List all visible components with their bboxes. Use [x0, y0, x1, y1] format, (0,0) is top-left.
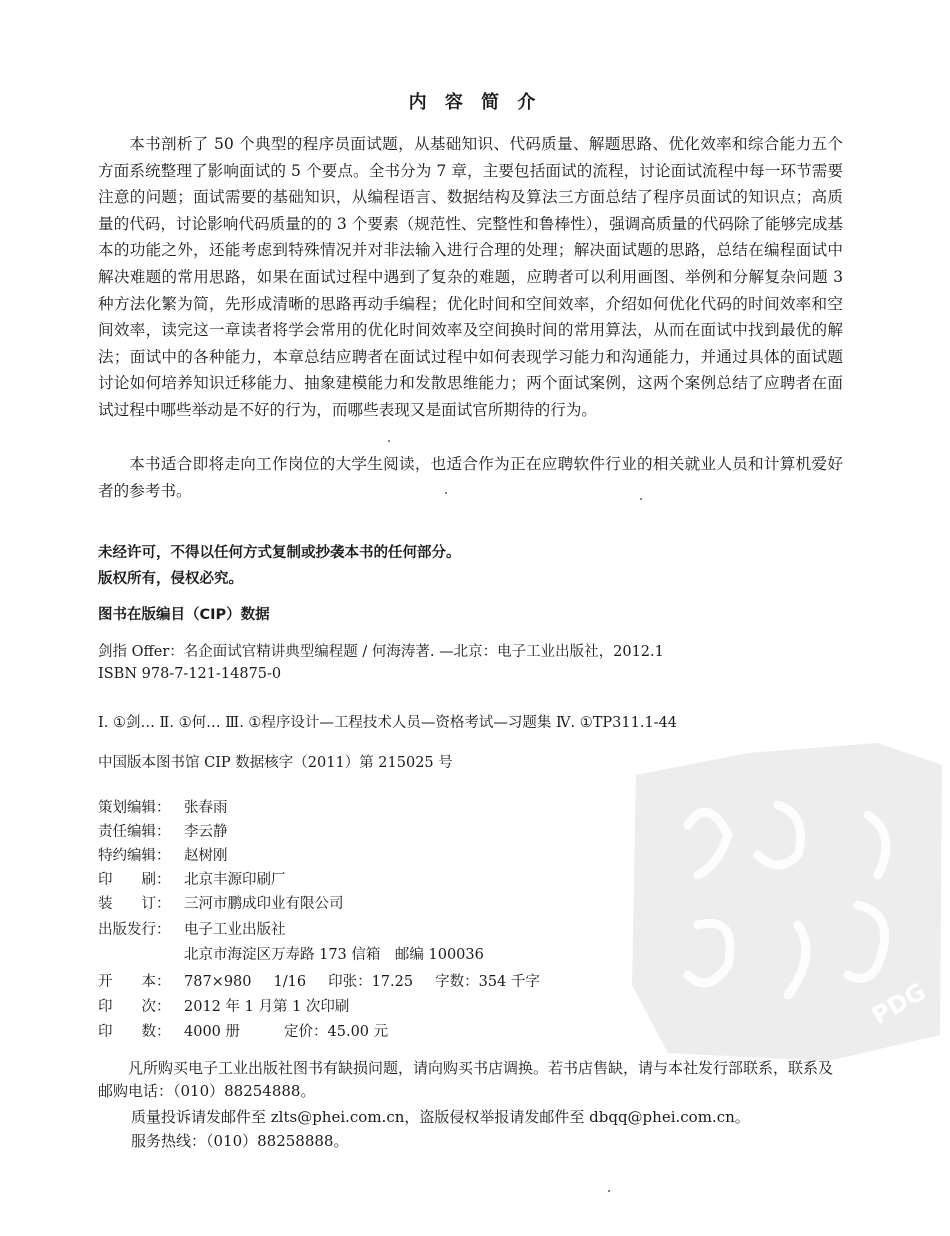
purchase-notice: 凡所购买电子工业出版社图书有缺损问题，请向购买书店调换。若书店售缺，请与本社发行部联系，联系及邮购电话：（010）88254888。 — [98, 1059, 834, 1100]
spec-fraction: 1/16 — [273, 974, 307, 990]
intro-paragraph-1: 本书剖析了 50 个典型的程序员面试题，从基础知识、代码质量、解题思路、优化效率和综合能力五个方面系统整理了影响面试的 5 个要点。全书分为 7 章，主要包括面试的流程，讨论面试流程中每一环节需要注意的问题；面试需要的基础知识，从编程语言、数据结构及算法三方面总结了程序员面试的知识点；高质量的代码，讨论影响代码质量的的 3 个要素（规范性、完整性和鲁棒性），强调高质量的代码除了能够完成基本的功能之外，还能考虑到特殊情况并对非法输入进行合理的处理；解决面试题的思路，总结在编程面试中解决难题的常用思路，如果在面试过程中遇到了复杂的难题，应聘者可以利用画图、举例和分解复杂问题 3 种方法化繁为简，先形成清晰的思路再动手编程；优化时间和空间效率，介绍如何优化代码的时间效率和空间效率，读完这一章读者将学会常用的优化时间效率及空间换时间的常用算法，从而在面试中找到最优的解法；面试中的各种能力，本章总结应聘者在面试过程中如何表现学习能力和沟通能力，并通过具体的面试题讨论如何培养知识迁移能力、抽象建模能力和发散思维能力；两个面试案例，这两个案例总结了应聘者在面试过程中哪些举动是不好的行为，而哪些表现又是面试官所期待的行为。 — [98, 135, 843, 419]
spec-print-run-row — [98, 1020, 388, 1041]
intro-paragraph-2: 本书适合即将走向工作岗位的大学生阅读，也适合作为正在应聘软件行业的相关就业人员和计算机爱好者的参考书。 — [98, 455, 843, 500]
staff-label: 印 刷： — [98, 872, 171, 888]
rights-reserved: 版权所有，侵权必究。 — [98, 571, 243, 587]
publisher-address-row — [98, 943, 484, 964]
staff-label: 装 订： — [98, 896, 171, 912]
service-hotline: 服务热线：（010）88258888。 — [131, 1132, 349, 1150]
staff-row — [98, 796, 228, 817]
spec-edition-row — [98, 995, 349, 1016]
staff-label: 出版发行： — [98, 922, 171, 938]
cip-classification: Ⅰ. ①剑… Ⅱ. ①何… Ⅲ. ①程序设计—工程技术人员—资格考试—习题集 Ⅳ. ①TP311.1-44 — [98, 715, 678, 731]
spec-price: 定价：45.00 元 — [284, 1024, 389, 1040]
cip-heading: 图书在版编目（CIP）数据 — [98, 607, 270, 623]
spec-sheets: 印张：17.25 — [328, 974, 414, 990]
staff-value: 赵树刚 — [184, 848, 228, 864]
complaint-email: 质量投诉请发邮件至 zlts@phei.com.cn，盗版侵权举报请发邮件至 dbqq@phei.com.cn。 — [131, 1108, 750, 1126]
spec-label: 开 本： — [98, 974, 171, 990]
spec-print-run: 4000 册 — [184, 1024, 241, 1040]
staff-value: 电子工业出版社 — [184, 922, 286, 938]
staff-value: 三河市鹏成印业有限公司 — [184, 896, 344, 912]
spec-edition: 2012 年 1 月第 1 次印刷 — [184, 999, 350, 1015]
staff-row — [98, 892, 344, 913]
staff-label: 策划编辑： — [98, 800, 171, 816]
publisher-address: 北京市海淀区万寿路 173 信箱 邮编 100036 — [184, 947, 484, 963]
staff-label: 责任编辑： — [98, 824, 171, 840]
spec-label: 印 次： — [98, 999, 171, 1015]
spec-format-row — [98, 970, 562, 991]
scan-speck — [640, 498, 642, 500]
staff-value: 张春雨 — [184, 800, 228, 816]
isbn: ISBN 978-7-121-14875-0 — [98, 666, 282, 682]
cip-library-number: 中国版本图书馆 CIP 数据核字（2011）第 215025 号 — [98, 755, 453, 771]
page-title: 内 容 简 介 — [408, 92, 542, 113]
staff-row — [98, 844, 228, 865]
spec-label: 印 数： — [98, 1024, 171, 1040]
scan-speck — [388, 440, 390, 442]
watermark-text: PDG — [867, 977, 931, 1031]
staff-row — [98, 820, 228, 841]
staff-value: 北京丰源印刷厂 — [184, 872, 286, 888]
staff-row — [98, 868, 286, 889]
staff-value: 李云静 — [184, 824, 228, 840]
staff-row — [98, 918, 286, 939]
copyright-notice: 未经许可，不得以任何方式复制或抄袭本书的任何部分。 — [98, 545, 461, 561]
pdg-watermark-seal — [628, 735, 946, 1065]
scan-speck — [608, 1190, 610, 1192]
staff-label: 特约编辑： — [98, 848, 171, 864]
spec-words: 字数：354 千字 — [435, 974, 540, 990]
scan-speck — [445, 492, 447, 494]
spec-format: 787×980 — [184, 974, 252, 990]
cip-record: 剑指 Offer：名企面试官精讲典型编程题 / 何海涛著. —北京：电子工业出版社，2012.1 — [98, 644, 664, 660]
